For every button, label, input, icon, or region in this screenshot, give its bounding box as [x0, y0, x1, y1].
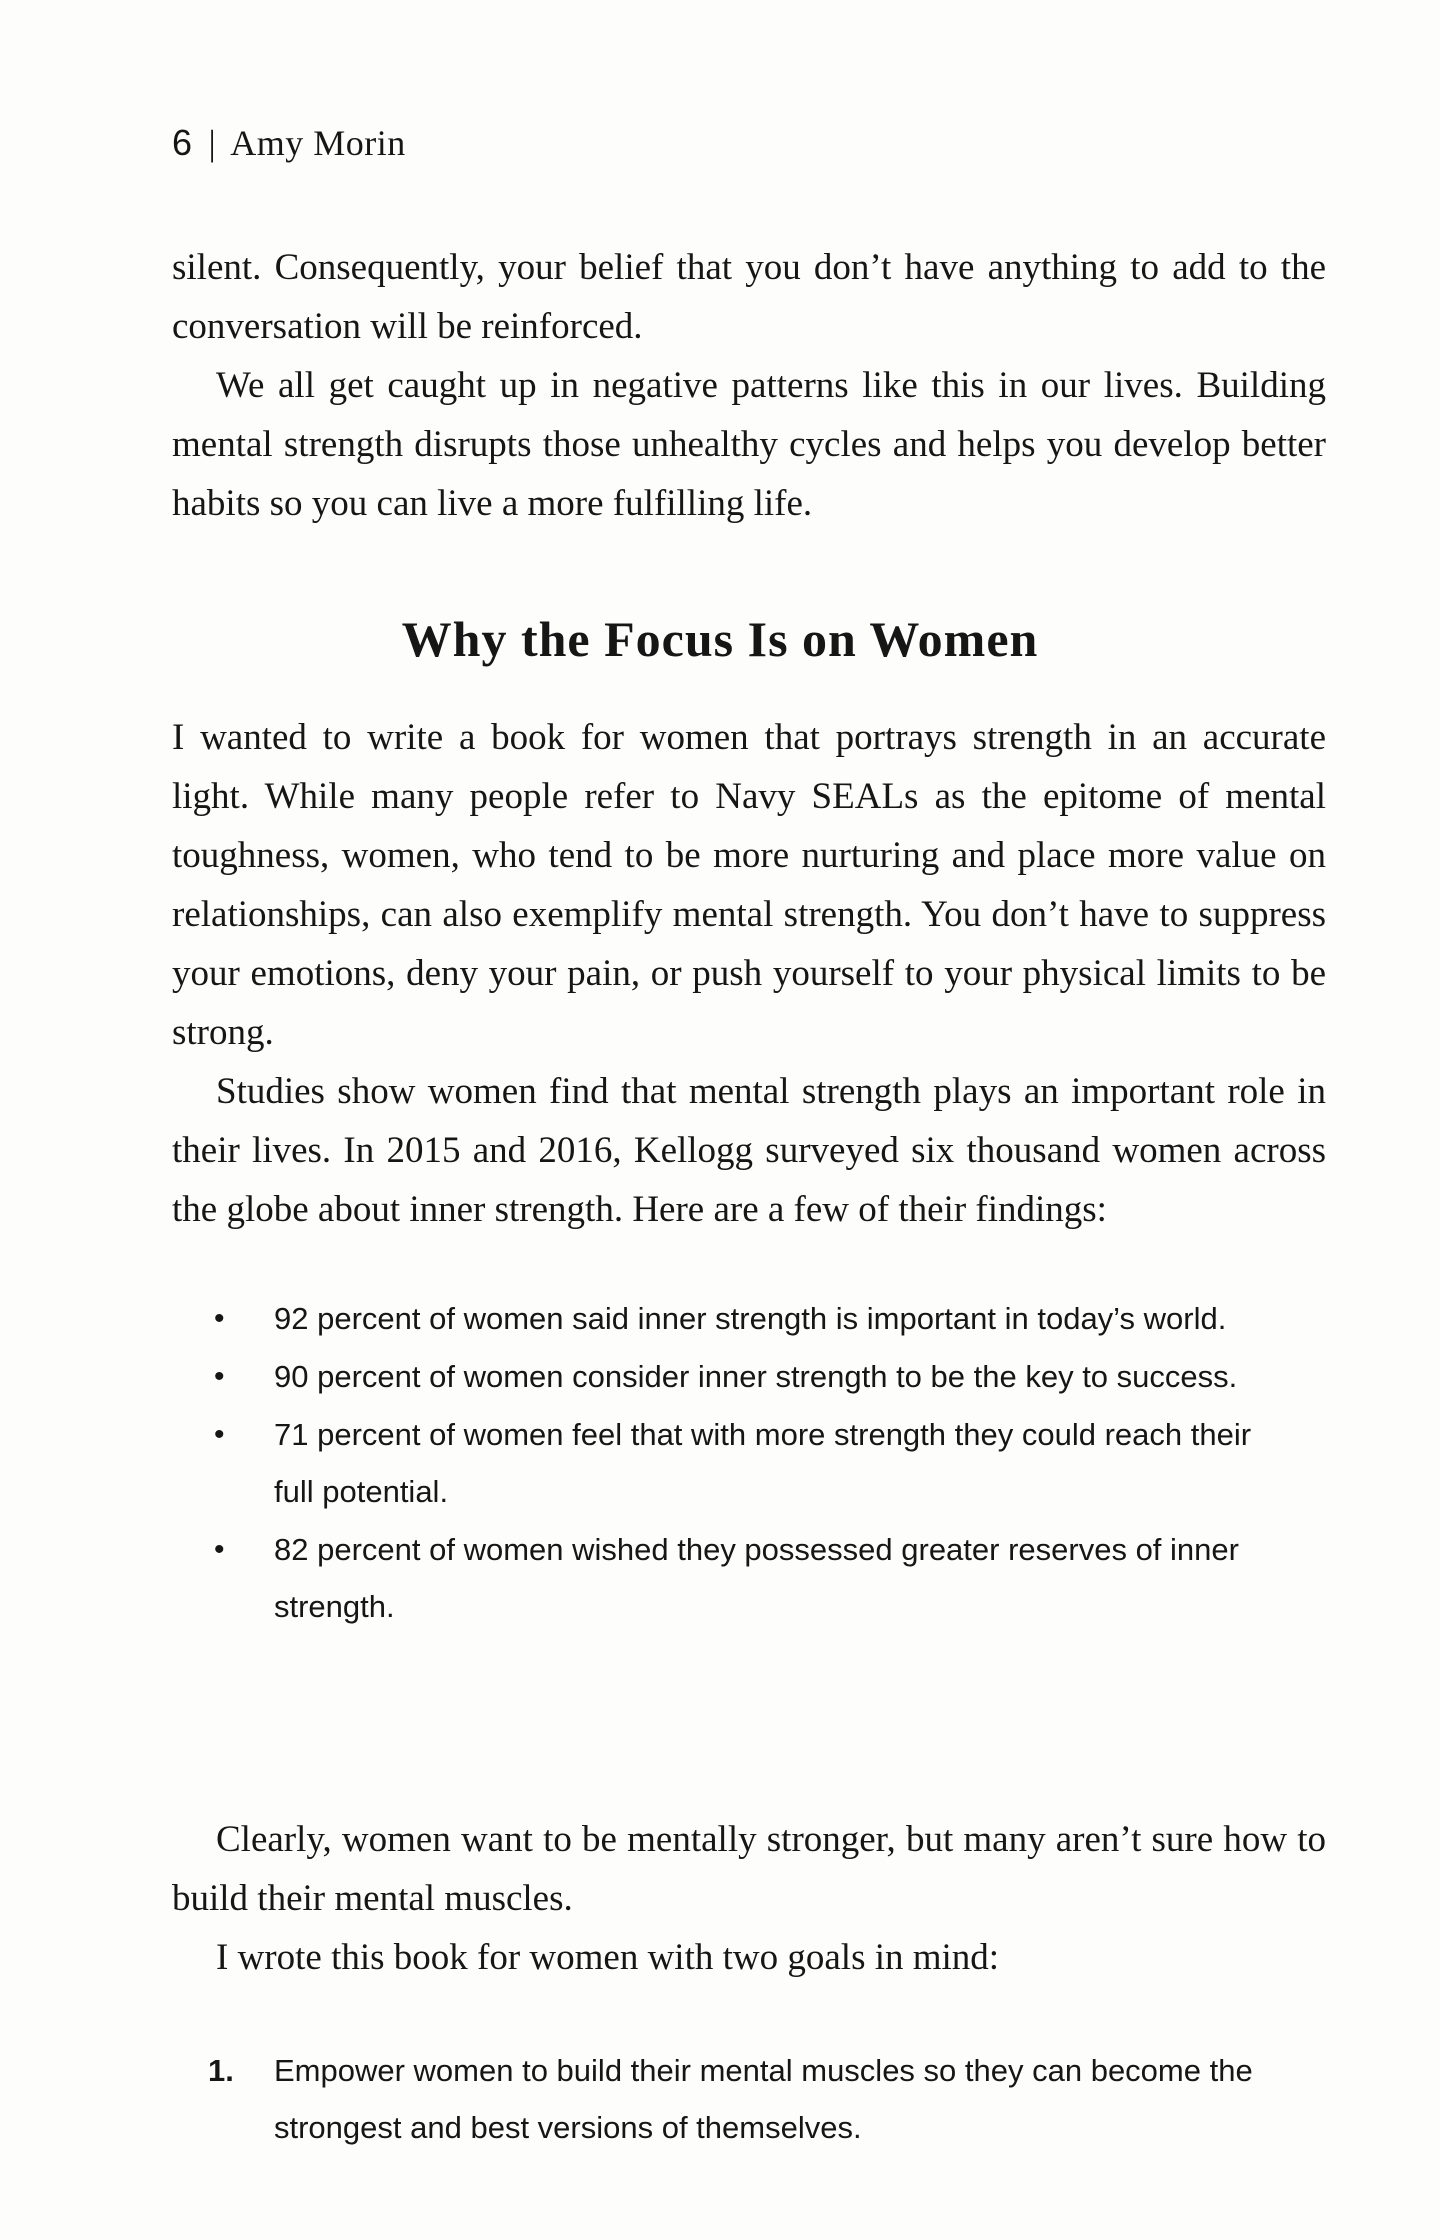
intro-text: [172, 238, 1326, 533]
goal-item: [208, 2042, 1308, 2156]
bullet-icon: •: [214, 1302, 225, 1335]
finding-text: 82 percent of women wished they possessed greater reserves of inner strength.: [274, 1532, 1239, 1624]
bullet-icon: •: [214, 1418, 225, 1451]
section-paragraph-1: I wanted to write a book for women that portrays strength in an accurate light. While many people refer to Navy SEALs as the epitome of mental toughness, women, who tend to be more nurturing and place more value on relationships, can also exemplify mental strength. You don’t have to suppress your emotions, deny your pain, or push yourself to your physical limits to be strong.: [172, 717, 1326, 1053]
bullet-icon: •: [214, 1533, 225, 1566]
intro-paragraph-1: silent. Consequently, your belief that you don’t have anything to add to the conversation will be reinforced.: [172, 247, 1326, 347]
header-separator: |: [208, 123, 217, 163]
finding-item: [208, 1406, 1288, 1520]
goal-number: 1.: [208, 2053, 234, 2088]
finding-text: 71 percent of women feel that with more strength they could reach their full potential.: [274, 1417, 1252, 1509]
intro-paragraph-2: We all get caught up in negative patterns like this in our lives. Building mental strength disrupts those unhealthy cycles and helps you develop better habits so you can live a more fulfilling life.: [172, 365, 1326, 524]
section-text: [172, 708, 1326, 1239]
closing-text: [172, 1810, 1326, 1987]
goal-text: Empower women to build their mental muscles so they can become the strongest and best versions of themselves.: [274, 2053, 1253, 2145]
section-paragraph-2: Studies show women find that mental strength plays an important role in their lives. In 2015 and 2016, Kellogg surveyed six thousand women across the globe about inner strength. Here are a few of their findings:: [172, 1071, 1326, 1230]
goals-list: [208, 2042, 1308, 2156]
finding-item: [208, 1290, 1288, 1347]
finding-text: 92 percent of women said inner strength is important in today’s world.: [274, 1301, 1227, 1336]
finding-item: [208, 1521, 1288, 1635]
page-number: 6: [172, 122, 193, 163]
running-head: [172, 122, 406, 164]
closing-paragraph-2: I wrote this book for women with two goals in mind:: [216, 1937, 1000, 1978]
finding-text: 90 percent of women consider inner strength to be the key to success.: [274, 1359, 1238, 1394]
findings-list: [208, 1290, 1288, 1636]
section-heading: Why the Focus Is on Women: [401, 611, 1039, 667]
author-name: Amy Morin: [230, 123, 406, 163]
bullet-icon: •: [214, 1360, 225, 1393]
finding-item: [208, 1348, 1288, 1405]
closing-paragraph-1: Clearly, women want to be mentally stronger, but many aren’t sure how to build their mental muscles.: [172, 1819, 1326, 1919]
